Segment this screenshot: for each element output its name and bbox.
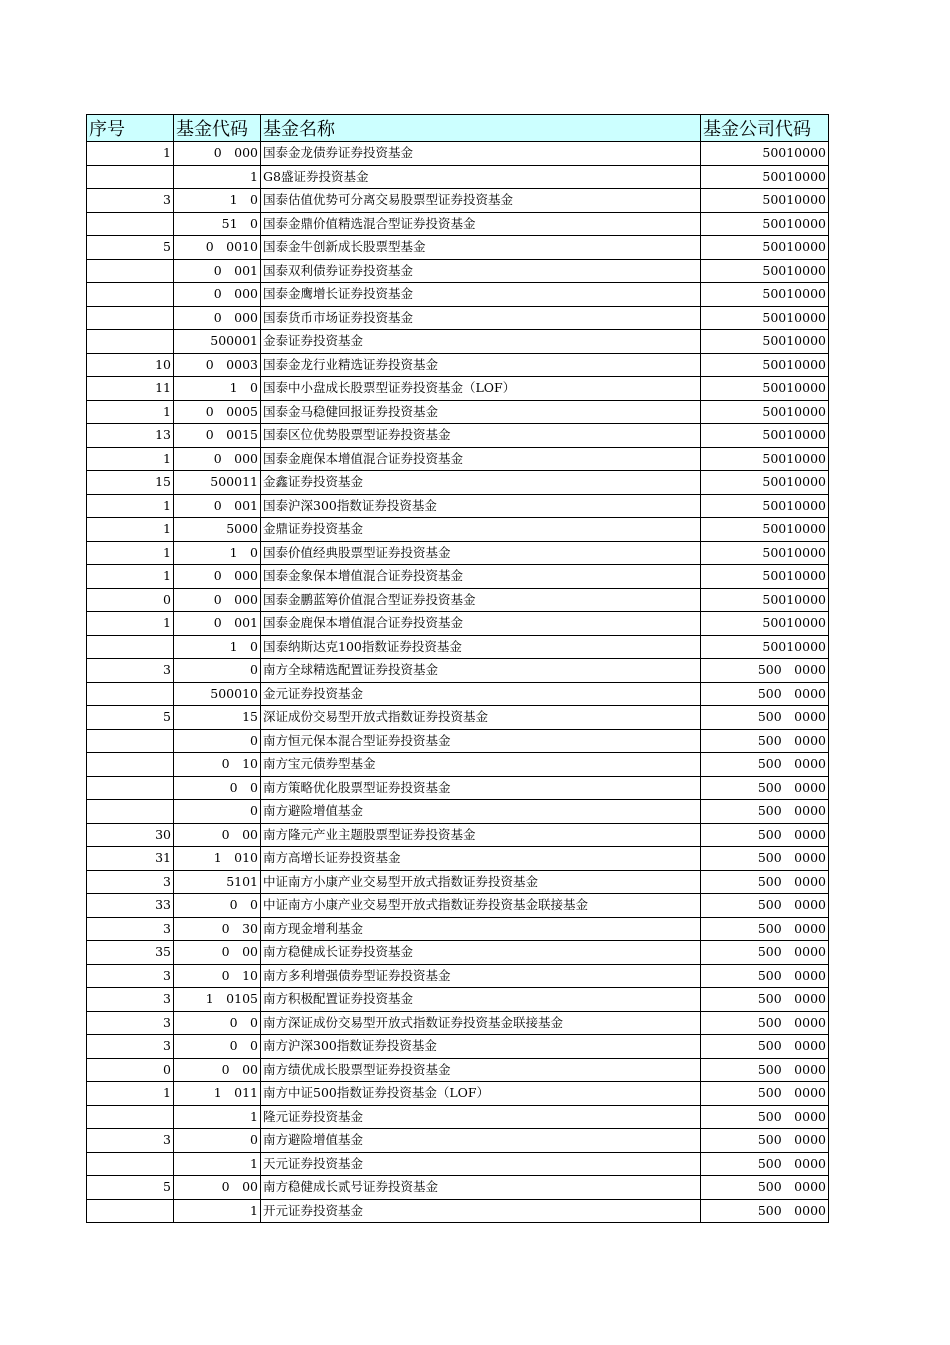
company-code-cell[interactable]: 500 0000 (701, 1176, 829, 1200)
seq-cell[interactable]: 1 (87, 518, 174, 542)
company-code-cell[interactable]: 500 0000 (701, 682, 829, 706)
company-code-cell[interactable]: 500 0000 (701, 800, 829, 824)
header-seq[interactable]: 序号 (87, 115, 174, 142)
company-code-cell[interactable]: 50010000 (701, 165, 829, 189)
fund-code-cell[interactable]: 0 001 (174, 612, 261, 636)
company-code-cell[interactable]: 500 0000 (701, 1105, 829, 1129)
fund-name-cell[interactable]: 国泰区位优势股票型证券投资基金 (261, 424, 701, 448)
fund-code-cell[interactable]: 0 (174, 659, 261, 683)
company-code-cell[interactable]: 50010000 (701, 259, 829, 283)
seq-cell[interactable]: 15 (87, 471, 174, 495)
fund-name-cell[interactable]: 天元证券投资基金 (261, 1152, 701, 1176)
fund-code-cell[interactable]: 0 10 (174, 964, 261, 988)
fund-code-cell[interactable]: 0 0 (174, 894, 261, 918)
fund-name-cell[interactable]: 国泰货币市场证券投资基金 (261, 306, 701, 330)
seq-cell[interactable] (87, 1152, 174, 1176)
fund-name-cell[interactable]: 金元证券投资基金 (261, 682, 701, 706)
seq-cell[interactable]: 3 (87, 1129, 174, 1153)
table-row (87, 1082, 829, 1106)
fund-name-cell[interactable]: 中证南方小康产业交易型开放式指数证券投资基金 (261, 870, 701, 894)
fund-name-cell[interactable]: 南方避险增值基金 (261, 800, 701, 824)
fund-name-cell[interactable]: 南方策略优化股票型证券投资基金 (261, 776, 701, 800)
table-row (87, 823, 829, 847)
company-code-cell[interactable]: 50010000 (701, 471, 829, 495)
fund-name-cell[interactable]: 国泰沪深300指数证券投资基金 (261, 494, 701, 518)
fund-name-cell[interactable]: 国泰价值经典股票型证券投资基金 (261, 541, 701, 565)
company-code-cell[interactable]: 50010000 (701, 565, 829, 589)
company-code-cell[interactable]: 500 0000 (701, 988, 829, 1012)
seq-cell[interactable]: 13 (87, 424, 174, 448)
seq-cell[interactable]: 33 (87, 894, 174, 918)
table-row (87, 518, 829, 542)
fund-code-cell[interactable]: 0 0 (174, 1011, 261, 1035)
company-code-cell[interactable]: 50010000 (701, 353, 829, 377)
fund-table (86, 114, 829, 1223)
table-row (87, 1105, 829, 1129)
fund-name-cell[interactable]: 国泰估值优势可分离交易股票型证券投资基金 (261, 189, 701, 213)
fund-name-cell[interactable]: 国泰中小盘成长股票型证券投资基金（LOF） (261, 377, 701, 401)
seq-cell[interactable]: 3 (87, 1035, 174, 1059)
seq-cell[interactable] (87, 212, 174, 236)
seq-cell[interactable]: 3 (87, 917, 174, 941)
seq-cell[interactable]: 1 (87, 541, 174, 565)
company-code-cell[interactable]: 50010000 (701, 612, 829, 636)
fund-code-cell[interactable]: 500001 (174, 330, 261, 354)
company-code-cell[interactable]: 500 0000 (701, 1152, 829, 1176)
company-code-cell[interactable]: 50010000 (701, 588, 829, 612)
seq-cell[interactable]: 3 (87, 189, 174, 213)
fund-code-cell[interactable]: 0 001 (174, 494, 261, 518)
fund-name-cell[interactable]: 中证南方小康产业交易型开放式指数证券投资基金联接基金 (261, 894, 701, 918)
company-code-cell[interactable]: 500 0000 (701, 659, 829, 683)
table-row (87, 1058, 829, 1082)
company-code-cell[interactable]: 50010000 (701, 494, 829, 518)
company-code-cell[interactable]: 500 0000 (701, 1058, 829, 1082)
fund-name-cell[interactable]: 南方稳健成长证券投资基金 (261, 941, 701, 965)
table-row (87, 259, 829, 283)
company-code-cell[interactable]: 50010000 (701, 306, 829, 330)
fund-code-cell[interactable]: 500011 (174, 471, 261, 495)
company-code-cell[interactable]: 500 0000 (701, 870, 829, 894)
table-row (87, 306, 829, 330)
company-code-cell[interactable]: 500 0000 (701, 941, 829, 965)
seq-cell[interactable]: 1 (87, 612, 174, 636)
fund-code-cell[interactable]: 0 30 (174, 917, 261, 941)
seq-cell[interactable]: 3 (87, 1011, 174, 1035)
fund-code-cell[interactable]: 1 (174, 1105, 261, 1129)
table-row (87, 753, 829, 777)
fund-code-cell[interactable]: 0 00 (174, 823, 261, 847)
seq-cell[interactable] (87, 306, 174, 330)
fund-name-cell[interactable]: 开元证券投资基金 (261, 1199, 701, 1223)
company-code-cell[interactable]: 50010000 (701, 212, 829, 236)
fund-name-cell[interactable]: 国泰金牛创新成长股票型基金 (261, 236, 701, 260)
fund-name-cell[interactable]: 国泰纳斯达克100指数证券投资基金 (261, 635, 701, 659)
seq-cell[interactable] (87, 729, 174, 753)
seq-cell[interactable]: 3 (87, 964, 174, 988)
fund-code-cell[interactable]: 0 (174, 1129, 261, 1153)
seq-cell[interactable] (87, 800, 174, 824)
table-row (87, 612, 829, 636)
fund-name-cell[interactable]: 隆元证券投资基金 (261, 1105, 701, 1129)
fund-code-cell[interactable]: 0 000 (174, 142, 261, 166)
fund-name-cell[interactable]: 国泰金鹿保本增值混合证券投资基金 (261, 612, 701, 636)
seq-cell[interactable]: 31 (87, 847, 174, 871)
fund-code-cell[interactable]: 1 010 (174, 847, 261, 871)
fund-name-cell[interactable]: 南方中证500指数证券投资基金（LOF） (261, 1082, 701, 1106)
table-row (87, 1011, 829, 1035)
seq-cell[interactable]: 5 (87, 1176, 174, 1200)
fund-code-cell[interactable]: 51 0 (174, 212, 261, 236)
fund-code-cell[interactable]: 1 (174, 1152, 261, 1176)
fund-code-cell[interactable]: 0 0015 (174, 424, 261, 448)
company-code-cell[interactable]: 500 0000 (701, 847, 829, 871)
fund-code-cell[interactable]: 0 0010 (174, 236, 261, 260)
fund-name-cell[interactable]: 南方隆元产业主题股票型证券投资基金 (261, 823, 701, 847)
seq-cell[interactable]: 11 (87, 377, 174, 401)
fund-code-cell[interactable]: 0 000 (174, 588, 261, 612)
company-code-cell[interactable]: 500 0000 (701, 964, 829, 988)
fund-code-cell[interactable]: 0 0005 (174, 400, 261, 424)
table-row (87, 1129, 829, 1153)
fund-code-cell[interactable]: 1 0 (174, 377, 261, 401)
table-row (87, 330, 829, 354)
seq-cell[interactable] (87, 330, 174, 354)
fund-name-cell[interactable]: 深证成份交易型开放式指数证券投资基金 (261, 706, 701, 730)
fund-name-cell[interactable]: 金泰证券投资基金 (261, 330, 701, 354)
fund-code-cell[interactable]: 1 0 (174, 635, 261, 659)
seq-cell[interactable] (87, 682, 174, 706)
fund-code-cell[interactable]: 0 (174, 800, 261, 824)
fund-name-cell[interactable]: 金鑫证券投资基金 (261, 471, 701, 495)
company-code-cell[interactable]: 50010000 (701, 377, 829, 401)
seq-cell[interactable]: 1 (87, 565, 174, 589)
table-row (87, 353, 829, 377)
table-row (87, 988, 829, 1012)
table-row (87, 1152, 829, 1176)
company-code-cell[interactable]: 500 0000 (701, 1011, 829, 1035)
seq-cell[interactable] (87, 259, 174, 283)
fund-name-cell[interactable]: 南方全球精选配置证券投资基金 (261, 659, 701, 683)
company-code-cell[interactable]: 50010000 (701, 189, 829, 213)
table-row (87, 565, 829, 589)
table-row (87, 471, 829, 495)
fund-code-cell[interactable]: 15 (174, 706, 261, 730)
table-row (87, 283, 829, 307)
seq-cell[interactable] (87, 753, 174, 777)
fund-code-cell[interactable]: 1 (174, 165, 261, 189)
header-fund-code[interactable]: 基金代码 (174, 115, 261, 142)
company-code-cell[interactable]: 500 0000 (701, 706, 829, 730)
table-row (87, 189, 829, 213)
fund-code-cell[interactable]: 1 0105 (174, 988, 261, 1012)
header-fund-name[interactable]: 基金名称 (261, 115, 701, 142)
company-code-cell[interactable]: 500 0000 (701, 1199, 829, 1223)
fund-name-cell[interactable]: 国泰金鹿保本增值混合证券投资基金 (261, 447, 701, 471)
fund-code-cell[interactable]: 1 0 (174, 189, 261, 213)
fund-name-cell[interactable]: 国泰金龙债券证券投资基金 (261, 142, 701, 166)
company-code-cell[interactable]: 50010000 (701, 330, 829, 354)
table-row (87, 682, 829, 706)
seq-cell[interactable]: 30 (87, 823, 174, 847)
table-row (87, 800, 829, 824)
table-row (87, 729, 829, 753)
seq-cell[interactable]: 1 (87, 1082, 174, 1106)
table-row (87, 706, 829, 730)
seq-cell[interactable]: 0 (87, 1058, 174, 1082)
fund-name-cell[interactable]: 国泰金象保本增值混合证券投资基金 (261, 565, 701, 589)
table-row (87, 941, 829, 965)
seq-cell[interactable]: 0 (87, 588, 174, 612)
fund-name-cell[interactable]: 国泰双利债券证券投资基金 (261, 259, 701, 283)
fund-code-cell[interactable]: 0 10 (174, 753, 261, 777)
fund-name-cell[interactable]: 南方稳健成长贰号证券投资基金 (261, 1176, 701, 1200)
fund-code-cell[interactable]: 1 011 (174, 1082, 261, 1106)
fund-code-cell[interactable]: 0 001 (174, 259, 261, 283)
fund-code-cell[interactable]: 5101 (174, 870, 261, 894)
fund-name-cell[interactable]: G8盛证券投资基金 (261, 165, 701, 189)
company-code-cell[interactable]: 50010000 (701, 447, 829, 471)
fund-code-cell[interactable]: 1 0 (174, 541, 261, 565)
seq-cell[interactable] (87, 635, 174, 659)
fund-code-cell[interactable]: 0 00 (174, 1176, 261, 1200)
company-code-cell[interactable]: 50010000 (701, 400, 829, 424)
table-row (87, 1176, 829, 1200)
company-code-cell[interactable]: 500 0000 (701, 894, 829, 918)
fund-name-cell[interactable]: 南方积极配置证券投资基金 (261, 988, 701, 1012)
fund-code-cell[interactable]: 0 0003 (174, 353, 261, 377)
fund-code-cell[interactable]: 0 00 (174, 941, 261, 965)
company-code-cell[interactable]: 50010000 (701, 236, 829, 260)
seq-cell[interactable] (87, 1105, 174, 1129)
fund-code-cell[interactable]: 0 00 (174, 1058, 261, 1082)
company-code-cell[interactable]: 50010000 (701, 635, 829, 659)
fund-name-cell[interactable]: 南方沪深300指数证券投资基金 (261, 1035, 701, 1059)
fund-name-cell[interactable]: 南方绩优成长股票型证券投资基金 (261, 1058, 701, 1082)
table-row (87, 847, 829, 871)
fund-code-cell[interactable]: 0 (174, 729, 261, 753)
fund-code-cell[interactable]: 5000 (174, 518, 261, 542)
seq-cell[interactable]: 5 (87, 706, 174, 730)
fund-name-cell[interactable]: 南方现金增利基金 (261, 917, 701, 941)
company-code-cell[interactable]: 500 0000 (701, 917, 829, 941)
fund-code-cell[interactable]: 1 (174, 1199, 261, 1223)
table-row (87, 212, 829, 236)
table-row (87, 142, 829, 166)
fund-name-cell[interactable]: 南方避险增值基金 (261, 1129, 701, 1153)
table-row (87, 400, 829, 424)
seq-cell[interactable]: 3 (87, 988, 174, 1012)
company-code-cell[interactable]: 500 0000 (701, 753, 829, 777)
seq-cell[interactable]: 1 (87, 400, 174, 424)
header-row (87, 115, 829, 142)
table-row (87, 588, 829, 612)
table-row (87, 870, 829, 894)
table-row (87, 1035, 829, 1059)
fund-name-cell[interactable]: 国泰金龙行业精选证券投资基金 (261, 353, 701, 377)
fund-name-cell[interactable]: 南方恒元保本混合型证券投资基金 (261, 729, 701, 753)
table-row (87, 1199, 829, 1223)
table-row (87, 424, 829, 448)
fund-name-cell[interactable]: 南方深证成份交易型开放式指数证券投资基金联接基金 (261, 1011, 701, 1035)
company-code-cell[interactable]: 50010000 (701, 424, 829, 448)
fund-name-cell[interactable]: 国泰金鹰增长证券投资基金 (261, 283, 701, 307)
seq-cell[interactable] (87, 1199, 174, 1223)
seq-cell[interactable] (87, 283, 174, 307)
company-code-cell[interactable]: 50010000 (701, 541, 829, 565)
fund-name-cell[interactable]: 国泰金鹏蓝筹价值混合型证券投资基金 (261, 588, 701, 612)
fund-code-cell[interactable]: 0 0 (174, 1035, 261, 1059)
fund-code-cell[interactable]: 0 000 (174, 447, 261, 471)
table-row (87, 776, 829, 800)
header-company-code[interactable]: 基金公司代码 (701, 115, 829, 142)
table-row (87, 964, 829, 988)
table-row (87, 377, 829, 401)
fund-name-cell[interactable]: 金鼎证券投资基金 (261, 518, 701, 542)
fund-code-cell[interactable]: 500010 (174, 682, 261, 706)
fund-code-cell[interactable]: 0 0 (174, 776, 261, 800)
fund-name-cell[interactable]: 南方宝元债券型基金 (261, 753, 701, 777)
seq-cell[interactable]: 10 (87, 353, 174, 377)
table-row (87, 917, 829, 941)
table-row (87, 494, 829, 518)
table-row (87, 659, 829, 683)
seq-cell[interactable] (87, 165, 174, 189)
fund-name-cell[interactable]: 国泰金马稳健回报证券投资基金 (261, 400, 701, 424)
fund-code-cell[interactable]: 0 000 (174, 306, 261, 330)
company-code-cell[interactable]: 500 0000 (701, 1035, 829, 1059)
company-code-cell[interactable]: 50010000 (701, 518, 829, 542)
seq-cell[interactable]: 1 (87, 447, 174, 471)
seq-cell[interactable] (87, 776, 174, 800)
seq-cell[interactable]: 3 (87, 870, 174, 894)
fund-code-cell[interactable]: 0 000 (174, 565, 261, 589)
fund-name-cell[interactable]: 国泰金鼎价值精选混合型证券投资基金 (261, 212, 701, 236)
table-row (87, 894, 829, 918)
company-code-cell[interactable]: 500 0000 (701, 776, 829, 800)
seq-cell[interactable]: 3 (87, 659, 174, 683)
company-code-cell[interactable]: 500 0000 (701, 1129, 829, 1153)
fund-name-cell[interactable]: 南方多利增强债券型证券投资基金 (261, 964, 701, 988)
table-row (87, 236, 829, 260)
seq-cell[interactable]: 35 (87, 941, 174, 965)
fund-name-cell[interactable]: 南方高增长证券投资基金 (261, 847, 701, 871)
company-code-cell[interactable]: 500 0000 (701, 729, 829, 753)
company-code-cell[interactable]: 50010000 (701, 142, 829, 166)
table-row (87, 447, 829, 471)
seq-cell[interactable]: 1 (87, 494, 174, 518)
seq-cell[interactable]: 1 (87, 142, 174, 166)
table-row (87, 165, 829, 189)
table-row (87, 541, 829, 565)
fund-code-cell[interactable]: 0 000 (174, 283, 261, 307)
company-code-cell[interactable]: 50010000 (701, 283, 829, 307)
company-code-cell[interactable]: 500 0000 (701, 1082, 829, 1106)
seq-cell[interactable]: 5 (87, 236, 174, 260)
company-code-cell[interactable]: 500 0000 (701, 823, 829, 847)
table-row (87, 635, 829, 659)
